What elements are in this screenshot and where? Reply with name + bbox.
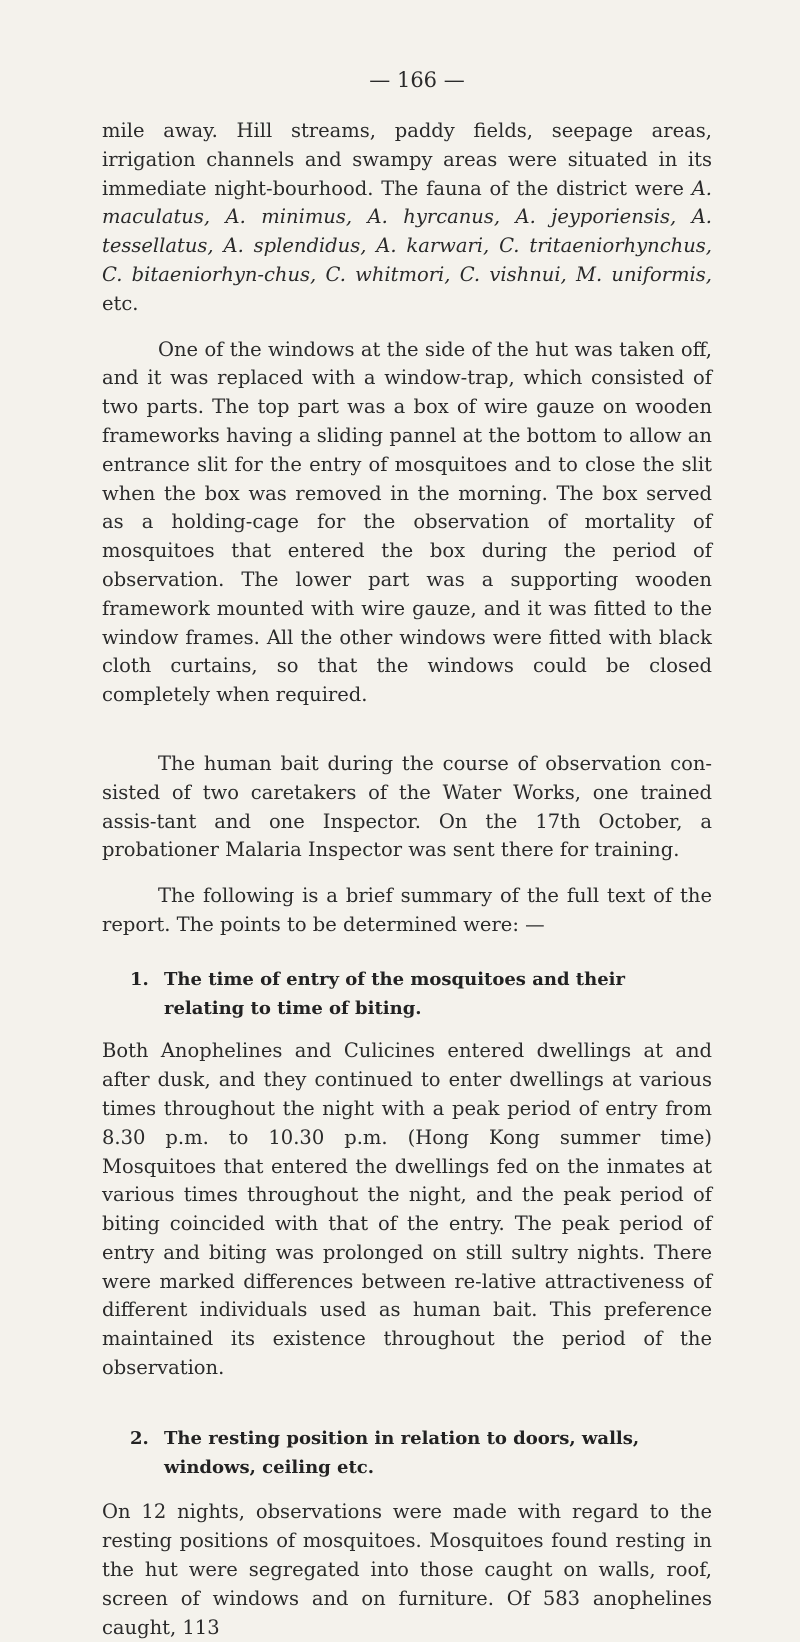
section-heading-2-number: 2. [130, 1427, 149, 1449]
species-list: A. maculatus, A. minimus, A. hyrcanus, A. jeyporiensis, A. tessellatus, A. splendidus, A. karwari, C. tritaeniorhynchus, C. bitaeniorhyn-chus, C. whitmori, C. vishnui, M. uniformis, [102, 176, 712, 286]
section-heading-1 [130, 966, 712, 1024]
paragraph-3: The human bait during the course of observation con-sisted of two caretakers of the Water Works, one trained assis-tant and one Inspector. On the 17th October, a probationer Malaria Inspector was sent there for training. [102, 751, 712, 862]
page-number: — 166 — [369, 68, 465, 92]
paragraph-1-text: mile away. Hill streams, paddy fields, seepage areas, irrigation channels and swampy areas were situated in its immediate night-bourhood. The fauna of the district were [102, 119, 712, 200]
section-heading-1-line-1: The time of entry of the mosquitoes and their [164, 968, 625, 990]
section-heading-1-line-2: relating to time of biting. [164, 997, 422, 1019]
paragraph-6: On 12 nights, observations were made with regard to the resting positions of mosquitoes. Mosquitoes found resting in the hut were segregated into those caught on walls, roof, screen of windows and on furniture. Of 583 anophelines caught, 113 [102, 1500, 712, 1639]
paragraph-5: Both Anophelines and Culicines entered dwellings at and after dusk, and they continued to enter dwellings at various times throughout the night with a peak period of entry from 8.30 p.m. to 10.30 p.m. (Hong Kong summer time) Mosquitoes that entered the dwellings fed on the inmates at various times throughout the night, and the peak period of biting coincided with that of the entry. The peak period of entry and biting was prolonged on still sultry nights. There were marked differences between re-lative attractiveness of different individuals used as human bait. This preference maintained its existence throughout the period of the observation. [102, 1039, 712, 1380]
section-heading-1-number: 1. [130, 968, 149, 990]
paragraph-4: The following is a brief summary of the full text of the report. The points to be determined were: — [102, 884, 712, 936]
section-heading-2-line-1: The resting position in relation to doors, walls, [164, 1427, 640, 1449]
paragraph-2: One of the windows at the side of the hut was taken off, and it was replaced with a window-trap, which consisted of two parts. The top part was a box of wire gauze on wooden frameworks having a sliding pannel at the bottom to allow an entrance slit for the entry of mosquitoes and to close the slit when the box was removed in the morning. The box served as a holding-cage for the observation of mortality of mosquitoes that entered the box during the period of observation. The lower part was a supporting wooden framework mounted with wire gauze, and it was fitted to the window frames. All the other windows were fitted with black cloth curtains, so that the windows could be closed completely when required. [102, 337, 712, 707]
section-heading-2 [130, 1425, 712, 1483]
paragraph-1-end: etc. [102, 291, 139, 315]
paragraph-1 [102, 117, 712, 319]
section-heading-2-line-2: windows, ceiling etc. [164, 1456, 375, 1478]
